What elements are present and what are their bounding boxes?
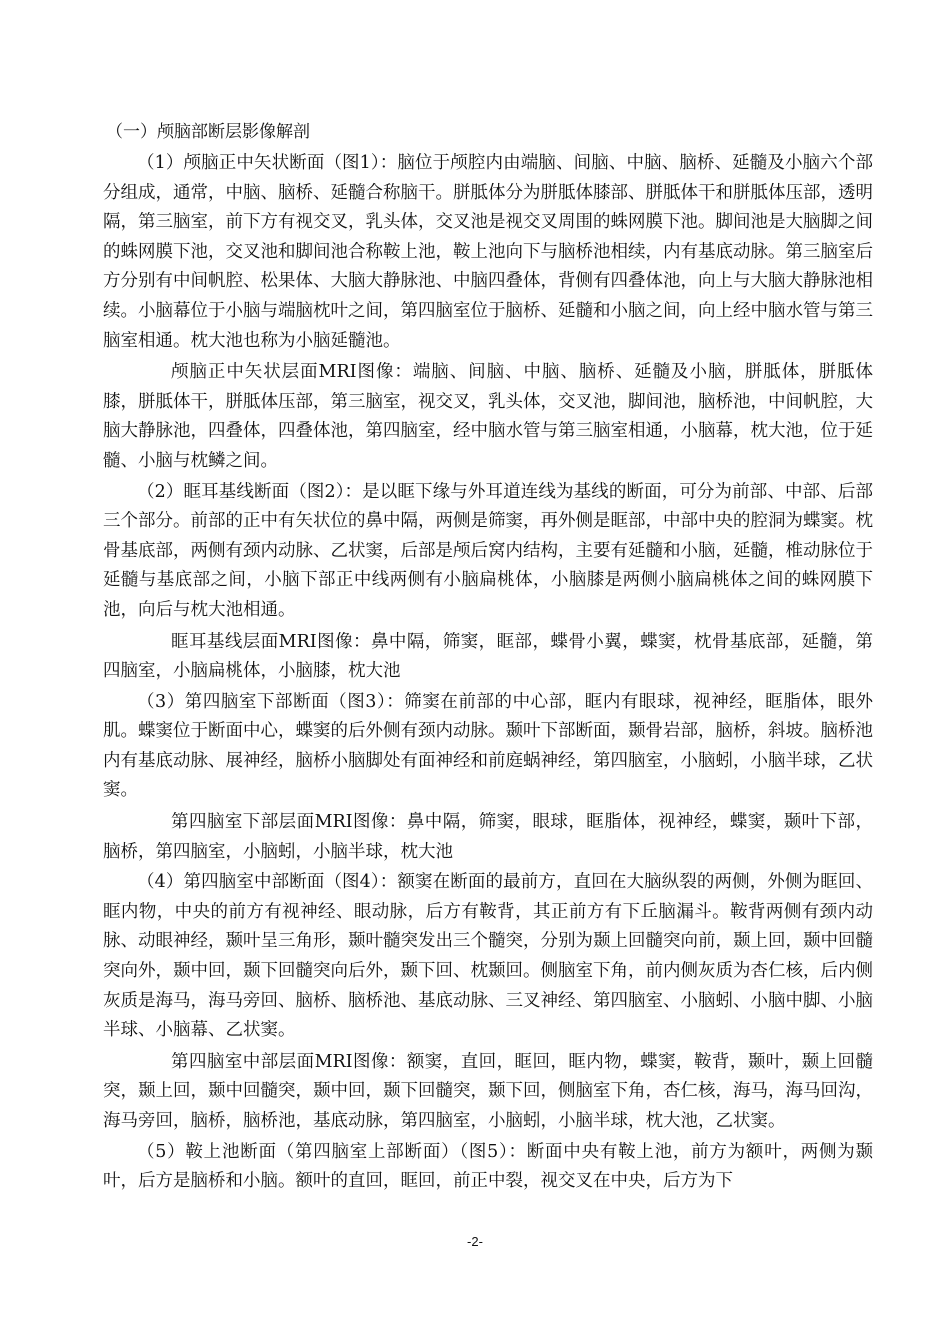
paragraph-section-4: （4）第四脑室中部断面（图4）：额窦在断面的最前方，直回在大脑纵裂的两侧，外侧为眶回、眶内物，中央的前方有视神经、眼动脉，后方有鞍背，其正前方有下丘脑漏斗。鞍背两侧有颈内动脉、动眼神经，颞叶呈三角形，颞叶髓突发出三个髓突，分别为颞上回髓突向前，颞上回，颞中回髓突向外，颞中回，颞下回髓突向后外，颞下回、枕颞回。侧脑室下角，前内侧灰质为杏仁核，后内侧灰质是海马，海马旁回、脑桥、脑桥池、基底动脉、三叉神经、第四脑室、小脑蚓、小脑中脚、小脑半球、小脑幕、乙状窦。 [103, 872, 873, 1041]
section-heading: （一）颅脑部断层影像解剖 [106, 122, 310, 142]
paragraph-section-2: （2）眶耳基线断面（图2）：是以眶下缘与外耳道连线为基线的断面，可分为前部、中部、后部三个部分。前部的正中有矢状位的鼻中隔，两侧是筛窦，再外侧是眶部，中部中央的腔洞为蝶窦。枕骨基底部，两侧有颈内动脉、乙状窦，后部是颅后窝内结构，主要有延髓和小脑，延髓，椎动脉位于延髓与基底部之间，小脑下部正中线两侧有小脑扁桃体，小脑膝是两侧小脑扁桃体之间的蛛网膜下池，向后与枕大池相通。 [103, 481, 873, 620]
paragraph-section-1: （1）颅脑正中矢状断面（图1）：脑位于颅腔内由端脑、间脑、中脑、脑桥、延髓及小脑六个部分组成，通常，中脑、脑桥、延髓合称脑干。胼胝体分为胼胝体膝部、胼胝体干和胼胝体压部，透明隔，第三脑室，前下方有视交叉，乳头体，交叉池是视交叉周围的蛛网膜下池。脚间池是大脑脚之间的蛛网膜下池，交叉池和脚间池合称鞍上池，鞍上池向下与脑桥池相续，内有基底动脉。第三脑室后方分别有中间帆腔、松果体、大脑大静脉池、中脑四叠体，背侧有四叠体池，向上与大脑大静脉池相续。小脑幕位于小脑与端脑枕叶之间，第四脑室位于脑桥、延髓和小脑之间，向上经中脑水管与第三脑室相通。枕大池也称为小脑延髓池。 [103, 153, 873, 351]
page-number: -2- [467, 1234, 483, 1249]
paragraph-section-5: （5）鞍上池断面（第四脑室上部断面）（图5）：断面中央有鞍上池，前方为额叶，两侧为颞叶，后方是脑桥和小脑。额叶的直回，眶回，前正中裂，视交叉在中央，后方为下 [103, 1141, 873, 1192]
paragraph-section-3: （3）第四脑室下部断面（图3）：筛窦在前部的中心部，眶内有眼球，视神经，眶脂体，眼外肌。蝶窦位于断面中心，蝶窦的后外侧有颈内动脉。颞叶下部断面，颞骨岩部，脑桥，斜坡。脑桥池内有基底动脉、展神经，脑桥小脑脚处有面神经和前庭蜗神经，第四脑室，小脑蚓，小脑半球，乙状窦。 [103, 691, 873, 801]
document-body [103, 148, 873, 1197]
paragraph-mri-4: 第四脑室中部层面MRI图像：额窦，直回，眶回，眶内物，蝶窦，鞍背，颞叶，颞上回髓突，颞上回，颞中回髓突，颞中回，颞下回髓突，颞下回，侧脑室下角，杏仁核，海马，海马回沟，海马旁回，脑桥，脑桥池，基底动脉，第四脑室，小脑蚓，小脑半球，枕大池，乙状窦。 [103, 1051, 873, 1131]
paragraph-mri-3: 第四脑室下部层面MRI图像：鼻中隔，筛窦，眼球，眶脂体，视神经，蝶窦，颞叶下部，脑桥，第四脑室，小脑蚓，小脑半球，枕大池 [103, 812, 873, 862]
paragraph-mri-2: 眶耳基线层面MRI图像：鼻中隔，筛窦，眶部，蝶骨小翼，蝶窦，枕骨基底部，延髓，第四脑室，小脑扁桃体，小脑膝，枕大池 [103, 631, 873, 682]
paragraph-mri-1: 颅脑正中矢状层面MRI图像：端脑、间脑、中脑、脑桥、延髓及小脑，胼胝体，胼胝体膝，胼胝体干，胼胝体压部，第三脑室，视交叉，乳头体，交叉池，脚间池，脑桥池，中间帆腔，大脑大静脉池，四叠体，四叠体池，第四脑室，经中脑水管与第三脑室相通，小脑幕，枕大池，位于延髓、小脑与枕鳞之间。 [103, 362, 873, 471]
